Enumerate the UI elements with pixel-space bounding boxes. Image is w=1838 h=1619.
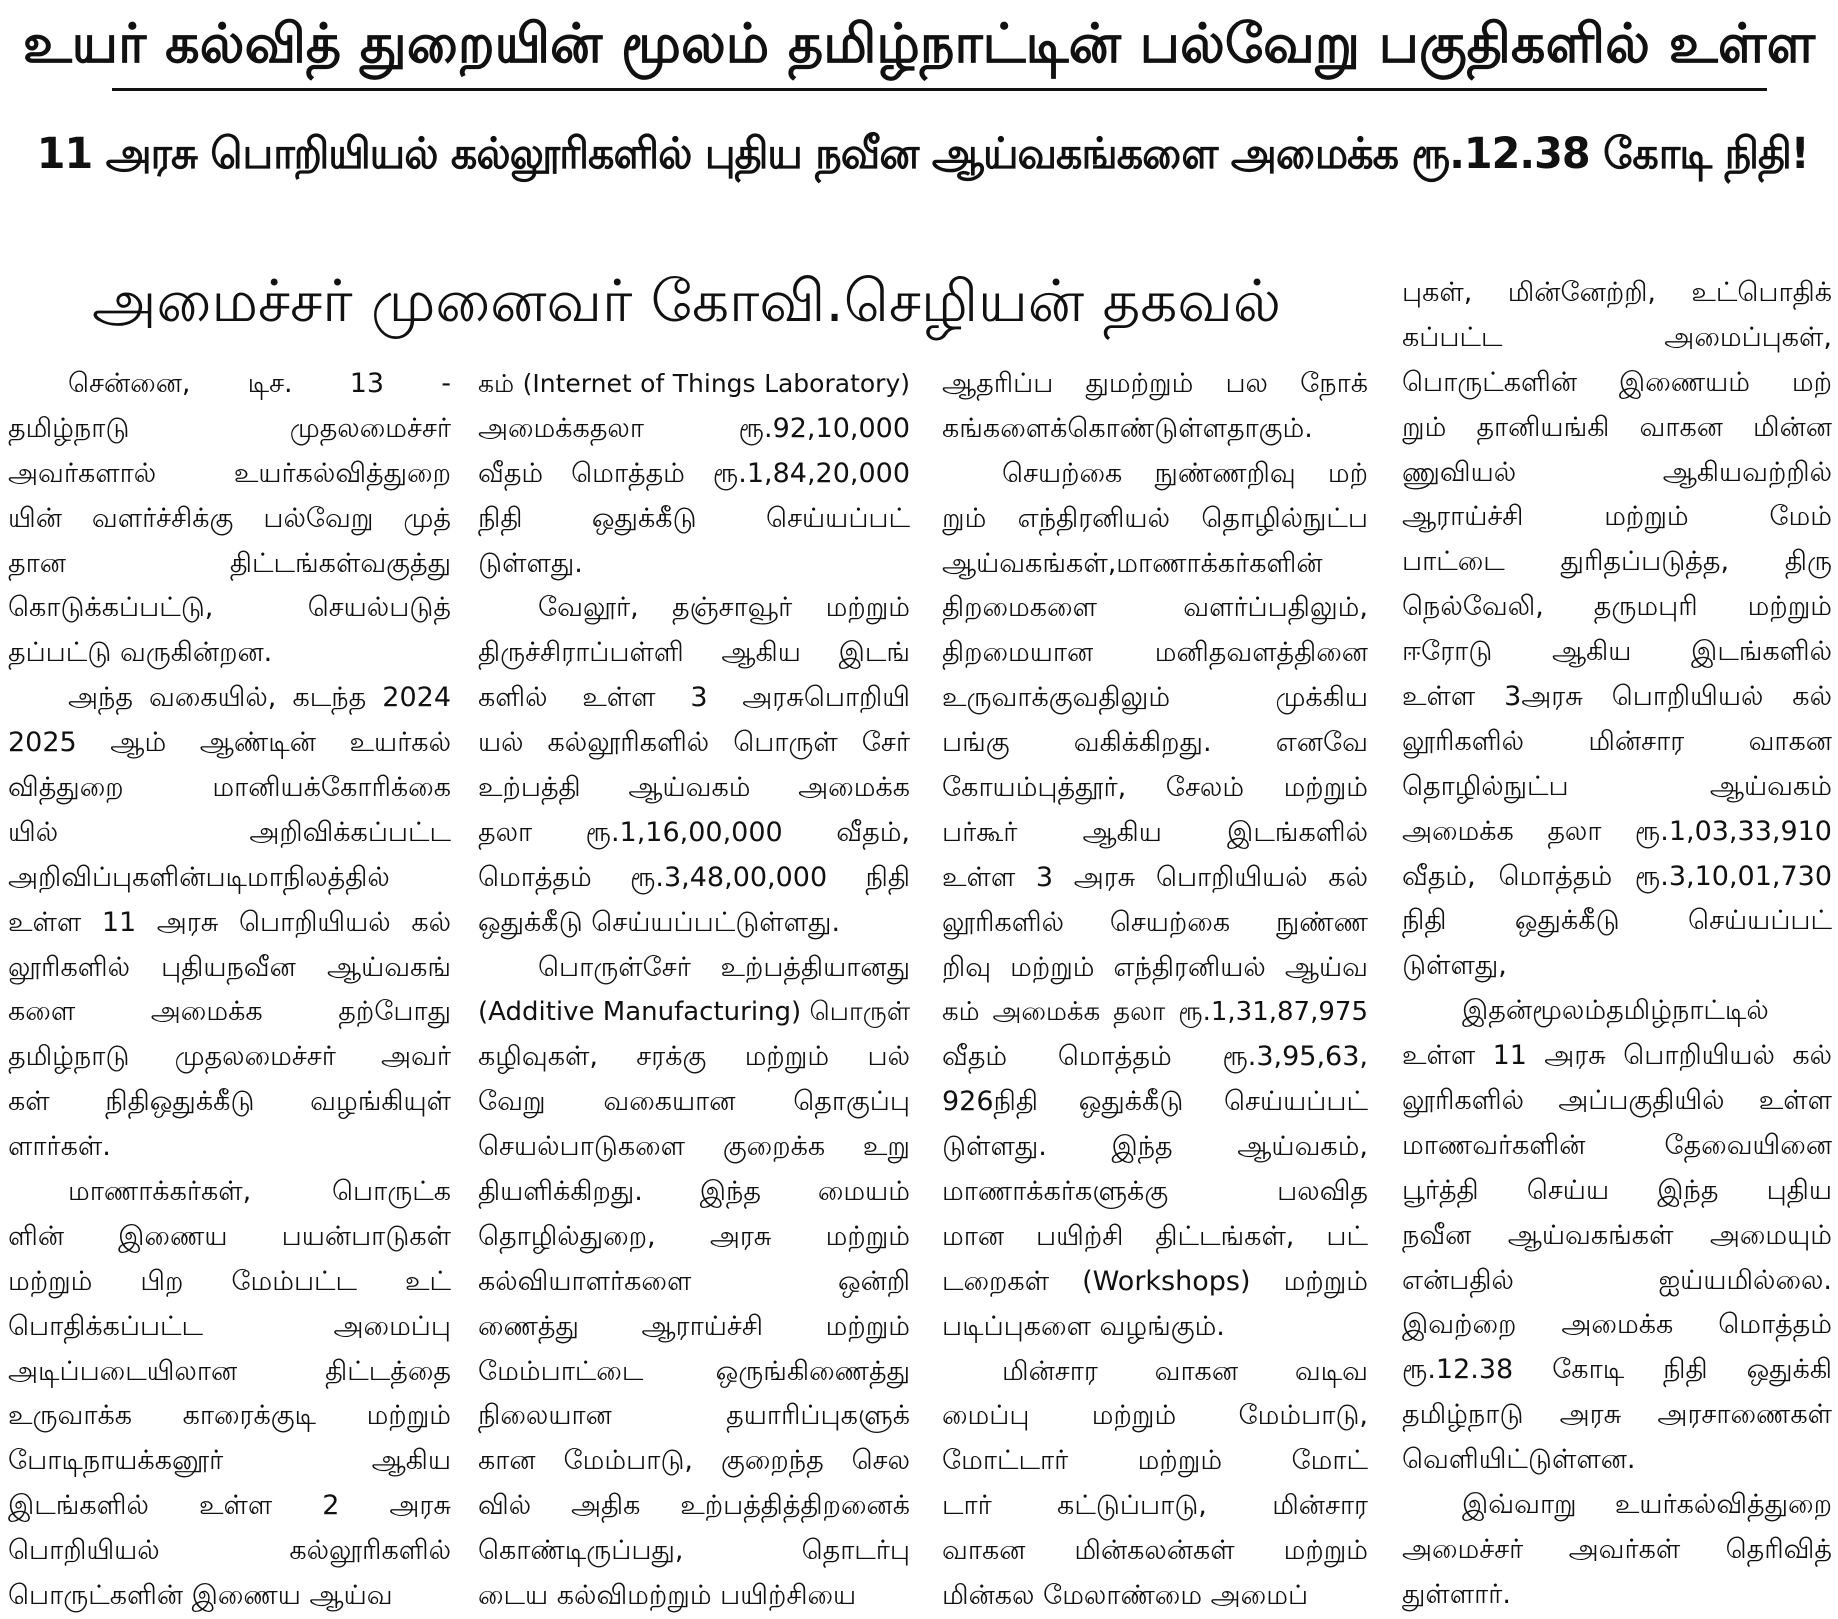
article-line: யில் அறிவிக்கப்பட்ட: [8, 816, 451, 848]
article-line: உள்ள 3 அரசு பொறியியல் கல்: [942, 861, 1368, 893]
article-line: உருவாக்க காரைக்குடி மற்றும்: [8, 1400, 451, 1432]
article-line: கம் (Internet of Things Laboratory): [478, 369, 910, 398]
article-line: அறிவிப்புகளின்படிமாநிலத்தில்: [8, 861, 390, 893]
article-line: ஆதரிப்ப துமற்றும் பல நோக்: [942, 368, 1368, 399]
article-line: லூரிகளில் புதியநவீன ஆய்வகங்: [8, 951, 451, 983]
article-line: மின்சார வாகன வடிவ: [1002, 1355, 1368, 1387]
article-line: வேறு வகையான தொகுப்பு: [478, 1086, 910, 1118]
article-line: நிதி ஒதுக்கீடு செய்யப்பட்: [1402, 905, 1832, 937]
article-line: பொருட்களின் இணைய ஆய்வ: [8, 1580, 393, 1612]
article-line: ஈரோடு ஆகிய இடங்களில்: [1402, 636, 1832, 668]
article-line: மோட்டார் மற்றும் மோட்: [942, 1445, 1368, 1477]
article-line: கம் அமைக்க தலா ரூ.1,31,87,975: [942, 997, 1368, 1028]
article-line: றும் தானியங்கி வாகன மின்ன: [1402, 411, 1832, 443]
article-line: பொருட்களின் இணையம் மற்: [1402, 366, 1832, 398]
article-line: பொதிக்கப்பட்ட அமைப்பு: [8, 1310, 451, 1342]
article-line: களில் உள்ள 3 அரசுபொறியி: [478, 682, 910, 714]
article-line: தான திட்டங்கள்வகுத்து: [8, 547, 451, 579]
article-line: கொடுக்கப்பட்டு, செயல்படுத்: [8, 592, 451, 624]
article-line: தொழில்துறை, அரசு மற்றும்: [478, 1220, 910, 1252]
article-line: டார் கட்டுப்பாடு, மின்சார: [942, 1490, 1368, 1522]
article-line: திறமைகளை வளர்ப்பதிலும்,: [942, 592, 1368, 624]
article-line: அமைக்க தலா ரூ.1,03,33,910: [1402, 815, 1832, 847]
article-line: தொழில்நுட்ப ஆய்வகம்: [1402, 770, 1832, 802]
article-line: வெளியிட்டுள்ளன.: [1402, 1444, 1636, 1476]
article-line: திருச்சிராப்பள்ளி ஆகிய இடங்: [478, 637, 910, 669]
article-line: திறமையான மனிதவளத்தினை: [942, 637, 1368, 669]
article-line: அமைக்கதலா ரூ.92,10,000: [478, 412, 910, 444]
article-line: இடங்களில் உள்ள 2 அரசு: [8, 1490, 451, 1522]
article-line: அந்த வகையில், கடந்த 2024: [68, 682, 451, 714]
article-line: துள்ளார்.: [1402, 1578, 1511, 1610]
article-line: இவ்வாறு உயர்கல்வித்துறை: [1462, 1489, 1832, 1521]
article-line: கள் நிதிஒதுக்கீடு வழங்கியுள்: [8, 1086, 451, 1118]
article-line: நிதி ஒதுக்கீடு செய்யப்பட்: [478, 502, 910, 534]
article-line: யல் கல்லூரிகளில் பொருள் சேர்: [478, 727, 910, 759]
article-line: 926நிதி ஒதுக்கீடு செய்யப்பட்: [942, 1086, 1368, 1118]
article-line: பொருள்சேர் உற்பத்தியானது: [538, 951, 910, 983]
article-line: வாகன மின்கலன்கள் மற்றும்: [942, 1535, 1368, 1567]
article-line: மான பயிற்சி திட்டங்கள், பட்: [942, 1220, 1368, 1252]
article-line: போடிநாயக்கனூர் ஆகிய: [8, 1445, 451, 1477]
article-column-3: [942, 362, 1368, 1619]
article-line: சென்னை, டிச. 13 -: [68, 368, 451, 399]
article-line: டறைகள் (Workshops) மற்றும்: [942, 1265, 1368, 1297]
article-line: பூர்த்தி செய்ய இந்த புதிய: [1402, 1174, 1832, 1206]
article-line: ணைத்து ஆராய்ச்சி மற்றும்: [478, 1310, 910, 1342]
article-line: லூரிகளில் அப்பகுதியில் உள்ள: [1402, 1085, 1832, 1117]
article-line: ஆராய்ச்சி மற்றும் மேம்: [1402, 501, 1832, 533]
article-line: லூரிகளில் மின்சார வாகன: [1402, 725, 1832, 757]
article-line: கோயம்புத்தூர், சேலம் மற்றும்: [942, 772, 1368, 804]
article-line: அவர்களால் உயர்கல்வித்துறை: [8, 457, 451, 489]
article-line: வித்துறை மானியக்கோரிக்கை: [8, 772, 451, 804]
article-line: தமிழ்நாடு முதலமைச்சர்: [8, 412, 451, 444]
article-line: நெல்வேலி, தருமபுரி மற்றும்: [1402, 591, 1832, 623]
article-column-4: [1402, 271, 1832, 1618]
article-line: டுள்ளது.: [478, 547, 583, 579]
article-line: மின்கல மேலாண்மை அமைப்: [942, 1580, 1309, 1612]
article-line: மாணாக்கர்களுக்கு பலவித: [942, 1176, 1368, 1208]
article-line: உள்ள 11 அரசு பொறியியல் கல்: [8, 906, 451, 938]
article-line: லூரிகளில் செயற்கை நுண்ண: [942, 906, 1368, 938]
article-line: றிவு மற்றும் எந்திரனியல் ஆய்வ: [942, 951, 1368, 983]
article-line: (Additive Manufacturing) பொருள்: [478, 997, 910, 1028]
article-line: டுள்ளது,: [1402, 950, 1507, 982]
article-line: ளார்கள்.: [8, 1131, 111, 1163]
article-line: தமிழ்நாடு முதலமைச்சர் அவர்: [8, 1041, 451, 1073]
article-line: செயல்பாடுகளை குறைக்க உறு: [478, 1131, 910, 1163]
article-line: வீதம் மொத்தம் ரூ.1,84,20,000: [478, 457, 910, 489]
article-line: அமைச்சர் அவர்கள் தெரிவித்: [1402, 1533, 1832, 1565]
article-line: நவீன ஆய்வகங்கள் அமையும்: [1402, 1219, 1832, 1251]
article-line: இதன்மூலம்தமிழ்நாட்டில்: [1462, 995, 1769, 1027]
article-line: மற்றும் பிற மேம்பட்ட உட்: [8, 1265, 451, 1297]
article-line: மேம்பாட்டை ஒருங்கிணைத்து: [478, 1355, 910, 1387]
article-line: உற்பத்தி ஆய்வகம் அமைக்க: [478, 772, 910, 804]
article-line: பங்கு வகிக்கிறது. எனவே: [942, 727, 1368, 759]
main-headline: 11 அரசு பொறியியல் கல்லூரிகளில் புதிய நவீன ஆய்வகங்களை அமைக்க ரூ.12.38 கோடி நிதி!: [36, 129, 1809, 179]
article-line: புகள், மின்னேற்றி, உட்பொதிக்: [1402, 277, 1832, 308]
article-line: கொண்டிருப்பது, தொடர்பு: [478, 1535, 910, 1567]
kicker-headline: உயர் கல்வித் துறையின் மூலம் தமிழ்நாட்டின் பல்வேறு பகுதிகளில் உள்ள: [22, 12, 1816, 75]
article-column-2: [478, 362, 910, 1619]
article-line: கல்வியாளர்களை ஒன்றி: [478, 1265, 910, 1297]
article-line: பர்கூர் ஆகிய இடங்களில்: [942, 816, 1368, 848]
article-line: யின் வளர்ச்சிக்கு பல்வேறு முத்: [8, 502, 451, 534]
headline-rule: [112, 88, 1767, 91]
article-line: தப்பட்டு வருகின்றன.: [8, 637, 273, 669]
article-line: தலா ரூ.1,16,00,000 வீதம்,: [478, 816, 910, 848]
article-line: படிப்புகளை வழங்கும்.: [942, 1310, 1225, 1342]
article-line: செயற்கை நுண்ணறிவு மற்: [1002, 457, 1368, 489]
article-line: வேலூர், தஞ்சாவூர் மற்றும்: [538, 592, 910, 624]
article-column-1: [8, 362, 451, 1619]
article-line: வீதம் மொத்தம் ரூ.3,95,63,: [942, 1041, 1368, 1073]
article-line: தியளிக்கிறது. இந்த மையம்: [478, 1176, 910, 1208]
article-line: பொறியியல் கல்லூரிகளில்: [8, 1535, 451, 1567]
article-line: 2025 ஆம் ஆண்டின் உயர்கல்: [8, 727, 451, 759]
article-line: டைய கல்விமற்றும் பயிற்சியை: [478, 1580, 857, 1612]
article-line: கப்பட்ட அமைப்புகள்,: [1402, 321, 1832, 353]
article-line: மாணாக்கர்கள், பொருட்க: [68, 1176, 451, 1208]
article-line: ஆய்வகங்கள்,மாணாக்கர்களின்: [942, 547, 1323, 579]
article-line: ணுவியல் ஆகியவற்றில்: [1402, 456, 1832, 488]
article-line: இவற்றை அமைக்க மொத்தம்: [1402, 1309, 1832, 1341]
article-line: என்பதில் ஐய்யமில்லை.: [1402, 1264, 1832, 1296]
article-line: கங்களைக்கொண்டுள்ளதாகும்.: [942, 412, 1313, 444]
article-line: மொத்தம் ரூ.3,48,00,000 நிதி: [478, 861, 910, 893]
article-line: உள்ள 11 அரசு பொறியியல் கல்: [1402, 1040, 1832, 1072]
article-line: உள்ள 3அரசு பொறியியல் கல்: [1402, 681, 1832, 713]
article-line: அடிப்படையிலான திட்டத்தை: [8, 1355, 451, 1387]
article-line: கழிவுகள், சரக்கு மற்றும் பல்: [478, 1041, 910, 1073]
article-line: மாணவர்களின் தேவையினை: [1402, 1129, 1832, 1161]
article-line: தமிழ்நாடு அரசு அரசாணைகள்: [1402, 1399, 1832, 1431]
article-line: வீதம், மொத்தம் ரூ.3,10,01,730: [1402, 860, 1832, 892]
article-line: ரூ.12.38 கோடி நிதி ஒதுக்கி: [1402, 1354, 1832, 1386]
article-line: பாட்டை துரிதப்படுத்த, திரு: [1402, 546, 1832, 578]
article-line: ளின் இணைய பயன்பாடுகள்: [8, 1220, 451, 1252]
article-line: வில் அதிக உற்பத்தித்திறனைக்: [478, 1490, 910, 1522]
article-line: ஒதுக்கீடு செய்யப்பட்டுள்ளது.: [478, 906, 841, 938]
article-line: நிலையான தயாரிப்புகளுக்: [478, 1400, 910, 1432]
subheadline: அமைச்சர் முனைவர் கோவி.செழியன் தகவல்: [92, 267, 1282, 335]
article-line: டுள்ளது. இந்த ஆய்வகம்,: [942, 1131, 1368, 1163]
article-line: உருவாக்குவதிலும் முக்கிய: [942, 682, 1368, 714]
article-line: றும் எந்திரனியல் தொழில்நுட்ப: [942, 502, 1368, 534]
article-line: களை அமைக்க தற்போது: [8, 996, 451, 1028]
article-line: கான மேம்பாடு, குறைந்த செல: [478, 1445, 910, 1477]
article-line: மைப்பு மற்றும் மேம்பாடு,: [942, 1400, 1368, 1432]
